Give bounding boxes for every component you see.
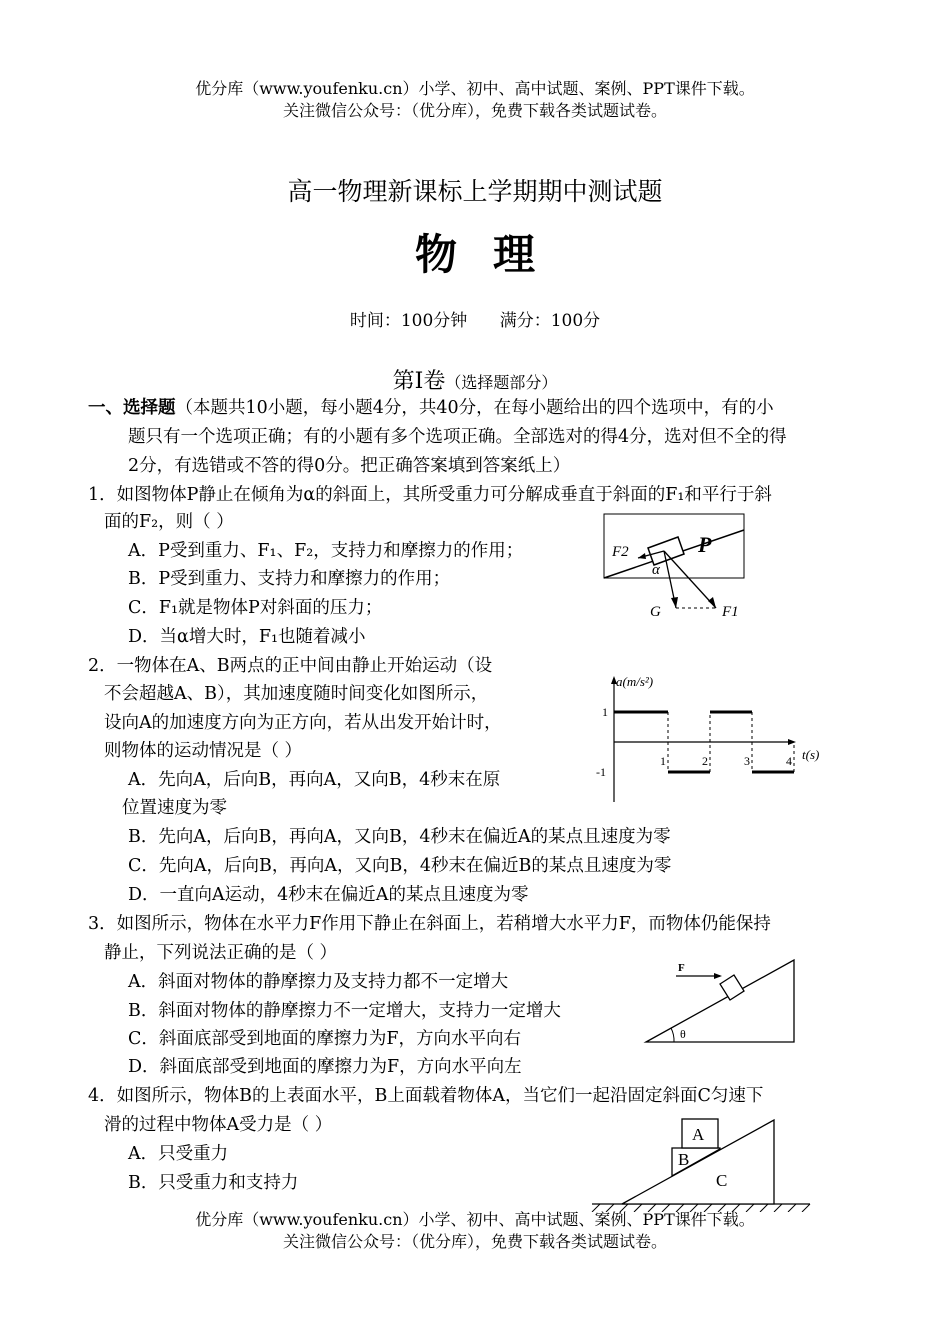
q2-x-tick-label: 2 bbox=[702, 754, 708, 768]
q3-incline bbox=[646, 960, 794, 1042]
q1-stem-line-1: 1．如图物体P静止在倾角为α的斜面上，其所受重力可分解成垂直于斜面的F₁和平行于斜 bbox=[88, 485, 772, 505]
q2-stem-line-1: 2．一物体在A、B两点的正中间由静止开始运动（设 bbox=[88, 656, 493, 676]
q3-block bbox=[720, 975, 744, 1000]
q2-y-tick-label: -1 bbox=[596, 765, 606, 779]
q2-option-a-line-1: A．先向A，后向B，再向A，又向B，4秒末在原 bbox=[128, 770, 501, 790]
q2-x-tick-label: 3 bbox=[744, 754, 750, 768]
q3-force-arrowhead bbox=[714, 973, 722, 979]
watermark-line-2: 关注微信公众号：（优分库），免费下载各类试题试卷。 bbox=[282, 101, 667, 120]
q4-label-b: B bbox=[678, 1150, 690, 1169]
q1-option-c: C．F₁就是物体P对斜面的压力； bbox=[128, 598, 383, 618]
q1-option-b: B．P受到重力、支持力和摩擦力的作用； bbox=[128, 569, 451, 589]
q1-option-a: A．P受到重力、F₁、F₂，支持力和摩擦力的作用； bbox=[128, 541, 524, 561]
q1-label-alpha: α bbox=[652, 562, 660, 578]
watermark-line-1: 优分库（www.youfenku.cn）小学、初中、高中试题、案例、PPT课件下载。 bbox=[195, 79, 755, 98]
q2-stem-line-3: 设向A的加速度方向为正方向，若从出发开始计时， bbox=[104, 713, 502, 733]
q4-incline-figure bbox=[588, 1112, 814, 1212]
part1-desc-line-3: 2分，有选错或不答的得0分。把正确答案填到答案纸上） bbox=[128, 456, 571, 476]
q4-label-a: A bbox=[692, 1125, 705, 1144]
part1-desc-line-2: 题只有一个选项正确；有的小题有多个选项正确。全部选对的得4分，选对但不全的得 bbox=[128, 427, 787, 447]
q4-label-c: C bbox=[716, 1171, 728, 1190]
q3-stem-line-1: 3．如图所示，物体在水平力F作用下静止在斜面上，若稍增大水平力F，而物体仍能保持 bbox=[88, 914, 771, 934]
footer-watermark-line-2: 关注微信公众号：（优分库），免费下载各类试题试卷。 bbox=[282, 1232, 667, 1251]
q2-option-b: B．先向A，后向B，再向A，又向B，4秒末在偏近A的某点且速度为零 bbox=[128, 827, 671, 847]
q1-f2-arrowhead bbox=[638, 553, 646, 559]
exam-title: 高一物理新课标上学期期中测试题 bbox=[287, 177, 663, 206]
part1-desc-line-1: 一、选择题（本题共10小题，每小题4分，共40分，在每小题给出的四个选项中，有的小 bbox=[88, 398, 774, 418]
q2-option-a-line-2: 位置速度为零 bbox=[122, 798, 227, 818]
q4-option-b: B．只受重力和支持力 bbox=[128, 1173, 299, 1193]
q1-label-f2: F2 bbox=[612, 544, 629, 560]
q3-label-f: F bbox=[678, 962, 685, 974]
q2-stem-line-4: 则物体的运动情况是（ ） bbox=[104, 741, 303, 761]
q3-stem-line-2: 静止，下列说法正确的是（ ） bbox=[104, 943, 338, 963]
exam-time-score: 时间：100分钟 满分：100分 bbox=[349, 311, 601, 331]
q1-option-d: D．当α增大时，F₁也随着减小 bbox=[128, 627, 366, 647]
q4-stem-line-1: 4．如图所示，物体B的上表面水平，B上面载着物体A，当它们一起沿固定斜面C匀速下 bbox=[88, 1086, 764, 1106]
q2-stem-line-2: 不会超越A、B），其加速度随时间变化如图所示， bbox=[104, 684, 489, 704]
section-heading bbox=[0, 364, 950, 395]
q2-x-tick-label: 1 bbox=[660, 754, 666, 768]
q3-label-theta: θ bbox=[680, 1027, 686, 1041]
q3-incline-figure bbox=[640, 954, 804, 1046]
q3-option-b: B．斜面对物体的静摩擦力不一定增大，支持力一定增大 bbox=[128, 1001, 561, 1021]
q1-label-f1: F1 bbox=[722, 604, 739, 620]
q2-xlabel: t(s) bbox=[802, 747, 820, 762]
q2-y-tick-label: 1 bbox=[602, 705, 608, 719]
q2-x-tick-label: 4 bbox=[786, 754, 792, 768]
q1-f1-arrowhead bbox=[708, 597, 716, 608]
q3-option-c: C．斜面底部受到地面的摩擦力为F，方向水平向右 bbox=[128, 1029, 522, 1049]
footer-watermark-line-1: 优分库（www.youfenku.cn）小学、初中、高中试题、案例、PPT课件下载。 bbox=[195, 1210, 755, 1229]
q1-g-arrowhead bbox=[671, 597, 678, 608]
q3-option-d: D．斜面底部受到地面的摩擦力为F，方向水平向左 bbox=[128, 1057, 522, 1077]
q3-angle-arc bbox=[671, 1028, 674, 1042]
q2-acceleration-chart bbox=[590, 664, 830, 806]
q4-stem-line-2: 滑的过程中物体A受力是（ ） bbox=[104, 1115, 333, 1135]
q1-label-g: G bbox=[650, 604, 661, 620]
subject-title: 物理 bbox=[414, 230, 571, 279]
q2-option-c: C．先向A，后向B，再向A，又向B，4秒末在偏近B的某点且速度为零 bbox=[128, 856, 672, 876]
q1-label-p: P bbox=[698, 532, 712, 557]
section-subtitle: （选择题部分） bbox=[445, 373, 558, 392]
q3-option-a: A．斜面对物体的静摩擦力及支持力都不一定增大 bbox=[128, 972, 509, 992]
section-title: 第Ⅰ卷 bbox=[392, 369, 446, 394]
q2-option-d: D．一直向A运动，4秒末在偏近A的某点且速度为零 bbox=[128, 885, 529, 905]
q2-ylabel: a(m/s²) bbox=[616, 674, 654, 689]
q1-incline-figure bbox=[598, 512, 758, 628]
q2-x-axis-arrow bbox=[788, 739, 796, 745]
q1-stem-line-2: 面的F₂，则（ ） bbox=[104, 512, 234, 532]
part1-label: 一、选择题 bbox=[88, 398, 176, 418]
q4-option-a: A．只受重力 bbox=[128, 1144, 229, 1164]
